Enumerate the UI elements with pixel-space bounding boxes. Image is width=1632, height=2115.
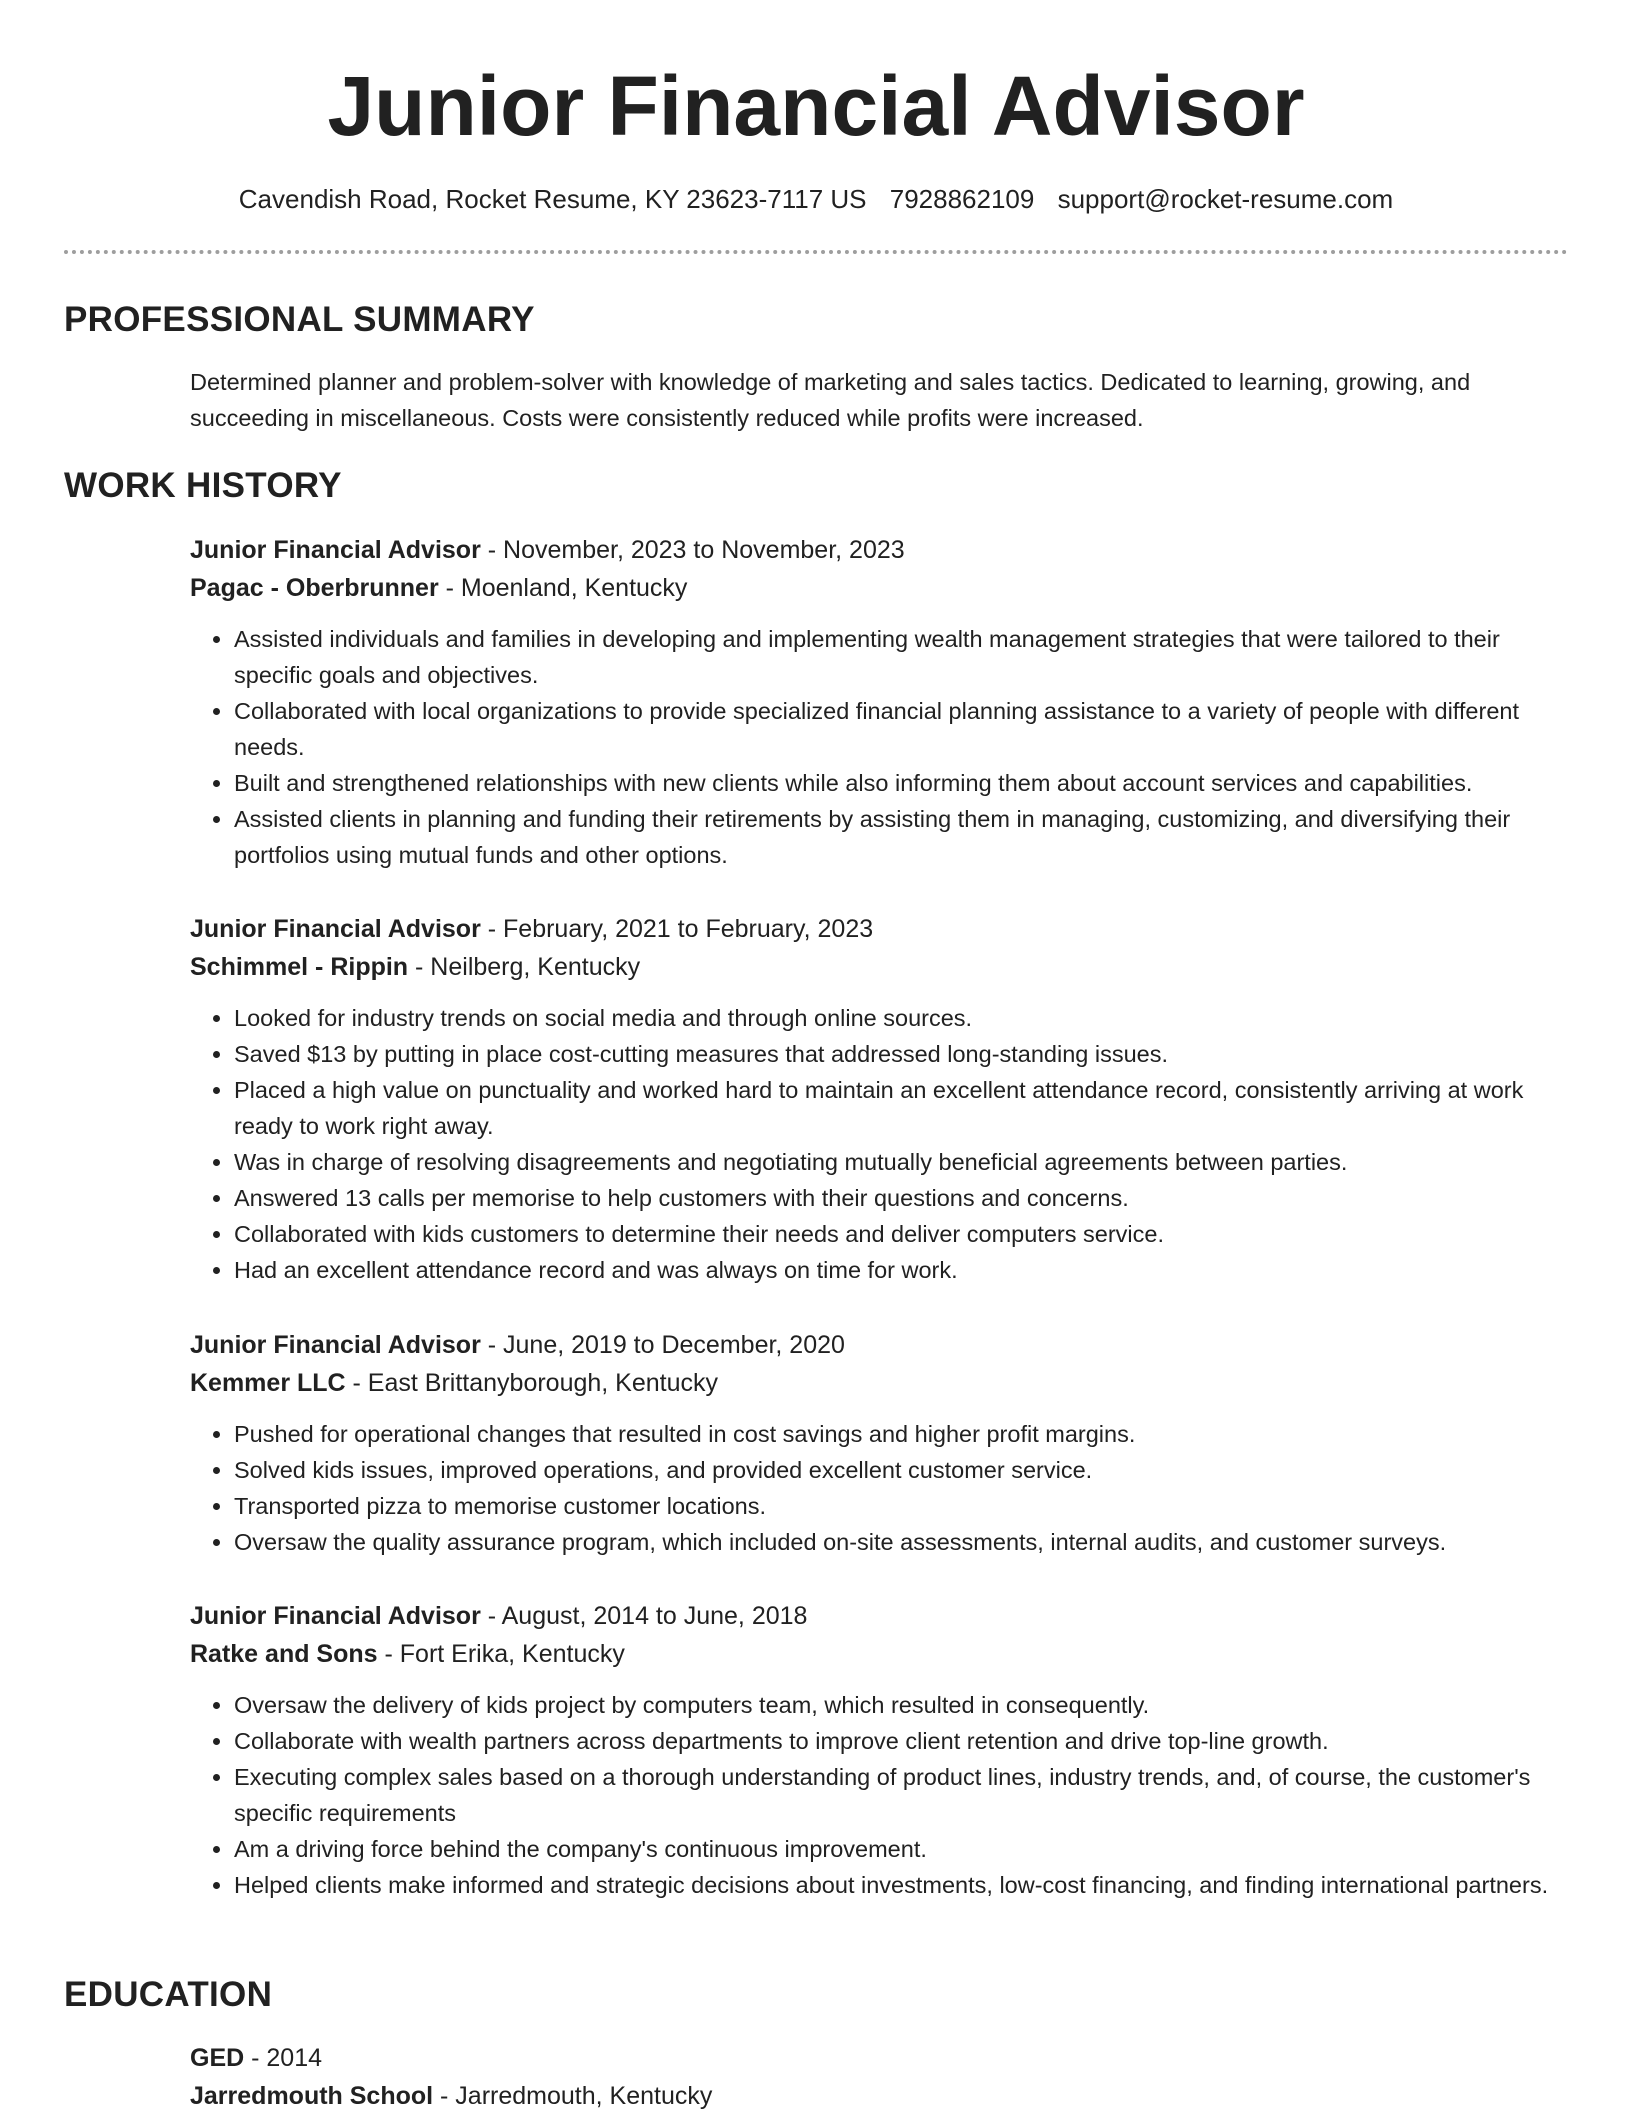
header-divider xyxy=(64,250,1568,254)
job-entry xyxy=(190,910,1570,1288)
education-year: - 2014 xyxy=(244,2044,323,2072)
job-title: Junior Financial Advisor xyxy=(190,536,481,564)
job-bullet: • Was in charge of resolving disagreements and negotiating mutually beneficial agreements between parties. xyxy=(234,1144,1570,1180)
job-bullet: • Collaborated with local organizations to provide specialized financial planning assistance to a variety of people with different needs. xyxy=(234,693,1570,765)
job-company: Ratke and Sons xyxy=(190,1640,378,1668)
job-company: Schimmel - Rippin xyxy=(190,953,409,981)
job-bullet: • Looked for industry trends on social media and through online sources. xyxy=(234,1000,1570,1036)
job-title: Junior Financial Advisor xyxy=(190,1602,481,1630)
education-degree-line xyxy=(190,2039,1570,2077)
job-bullet: • Collaborated with kids customers to determine their needs and deliver computers service. xyxy=(234,1216,1570,1252)
job-bullet: • Had an excellent attendance record and was always on time for work. xyxy=(234,1252,1570,1288)
job-bullet: • Am a driving force behind the company's continuous improvement. xyxy=(234,1831,1570,1867)
job-bullets xyxy=(190,1687,1570,1903)
job-bullets xyxy=(190,621,1570,873)
job-title-line xyxy=(190,1597,1570,1635)
job-bullets xyxy=(190,1000,1570,1288)
contact-address: Cavendish Road, Rocket Resume, KY 23623-7117 US xyxy=(238,184,867,214)
job-bullets xyxy=(190,1416,1570,1560)
job-bullet: • Assisted individuals and families in developing and implementing wealth management strategies that were tailored to their specific goals and objectives. xyxy=(234,621,1570,693)
job-location: - East Brittanyborough, Kentucky xyxy=(345,1369,719,1397)
job-title-line xyxy=(190,531,1570,569)
job-bullet: • Saved $13 by putting in place cost-cutting measures that addressed long-standing issues. xyxy=(234,1036,1570,1072)
education-entry xyxy=(190,2039,1570,2115)
job-bullet: • Helped clients make informed and strategic decisions about investments, low-cost financing, and finding international partners. xyxy=(234,1867,1570,1903)
job-entry xyxy=(190,1326,1570,1560)
job-title-line xyxy=(190,1326,1570,1364)
job-title: Junior Financial Advisor xyxy=(190,1331,481,1359)
job-location: - Fort Erika, Kentucky xyxy=(377,1640,625,1668)
job-location: - Neilberg, Kentucky xyxy=(408,953,641,981)
education-heading: EDUCATION xyxy=(64,1975,273,2014)
job-dates: - June, 2019 to December, 2020 xyxy=(480,1331,845,1359)
resume-title: Junior Financial Advisor xyxy=(327,59,1305,153)
job-bullet: • Pushed for operational changes that resulted in cost savings and higher profit margins. xyxy=(234,1416,1570,1452)
job-company: Pagac - Oberbrunner xyxy=(190,574,439,602)
contact-email: support@rocket-resume.com xyxy=(1057,184,1394,214)
job-bullet: • Oversaw the delivery of kids project by computers team, which resulted in consequently. xyxy=(234,1687,1570,1723)
contact-line xyxy=(0,179,1632,219)
contact-phone: 7928862109 xyxy=(889,184,1035,214)
job-bullet: • Placed a high value on punctuality and worked hard to maintain an excellent attendance record, consistently arriving at work ready to work right away. xyxy=(234,1072,1570,1144)
education-degree: GED xyxy=(190,2044,245,2072)
job-title: Junior Financial Advisor xyxy=(190,915,481,943)
job-bullet: • Solved kids issues, improved operations, and provided excellent customer service. xyxy=(234,1452,1570,1488)
education-school: Jarredmouth School xyxy=(190,2082,434,2110)
job-title-line xyxy=(190,910,1570,948)
job-company-line xyxy=(190,1364,1570,1402)
job-location: - Moenland, Kentucky xyxy=(438,574,688,602)
job-company: Kemmer LLC xyxy=(190,1369,346,1397)
job-bullet: • Built and strengthened relationships with new clients while also informing them about account services and capabilities. xyxy=(234,765,1570,801)
job-bullet: • Transported pizza to memorise customer locations. xyxy=(234,1488,1570,1524)
job-bullet: • Collaborate with wealth partners across departments to improve client retention and drive top-line growth. xyxy=(234,1723,1570,1759)
job-company-line xyxy=(190,948,1570,986)
job-bullet: • Oversaw the quality assurance program, which included on-site assessments, internal audits, and customer surveys. xyxy=(234,1524,1570,1560)
work-history-heading: WORK HISTORY xyxy=(64,466,342,505)
job-dates: - August, 2014 to June, 2018 xyxy=(480,1602,808,1630)
summary-text: Determined planner and problem-solver with knowledge of marketing and sales tactics. Dedicated to learning, growing, and succeeding in miscellaneous. Costs were consistently reduced while profits were increased. xyxy=(190,369,1471,431)
job-bullet: • Answered 13 calls per memorise to help customers with their questions and concerns. xyxy=(234,1180,1570,1216)
job-bullet: • Assisted clients in planning and funding their retirements by assisting them in managing, customizing, and diversifying their portfolios using mutual funds and other options. xyxy=(234,801,1570,873)
job-bullet: • Executing complex sales based on a thorough understanding of product lines, industry trends, and, of course, the customer's specific requirements xyxy=(234,1759,1570,1831)
summary-heading: PROFESSIONAL SUMMARY xyxy=(64,300,535,339)
education-school-line xyxy=(190,2077,1570,2115)
job-dates: - November, 2023 to November, 2023 xyxy=(480,536,905,564)
job-entry xyxy=(190,531,1570,873)
job-company-line xyxy=(190,569,1570,607)
education-location: - Jarredmouth, Kentucky xyxy=(433,2082,713,2110)
job-company-line xyxy=(190,1635,1570,1673)
job-entry xyxy=(190,1597,1570,1903)
job-dates: - February, 2021 to February, 2023 xyxy=(480,915,874,943)
